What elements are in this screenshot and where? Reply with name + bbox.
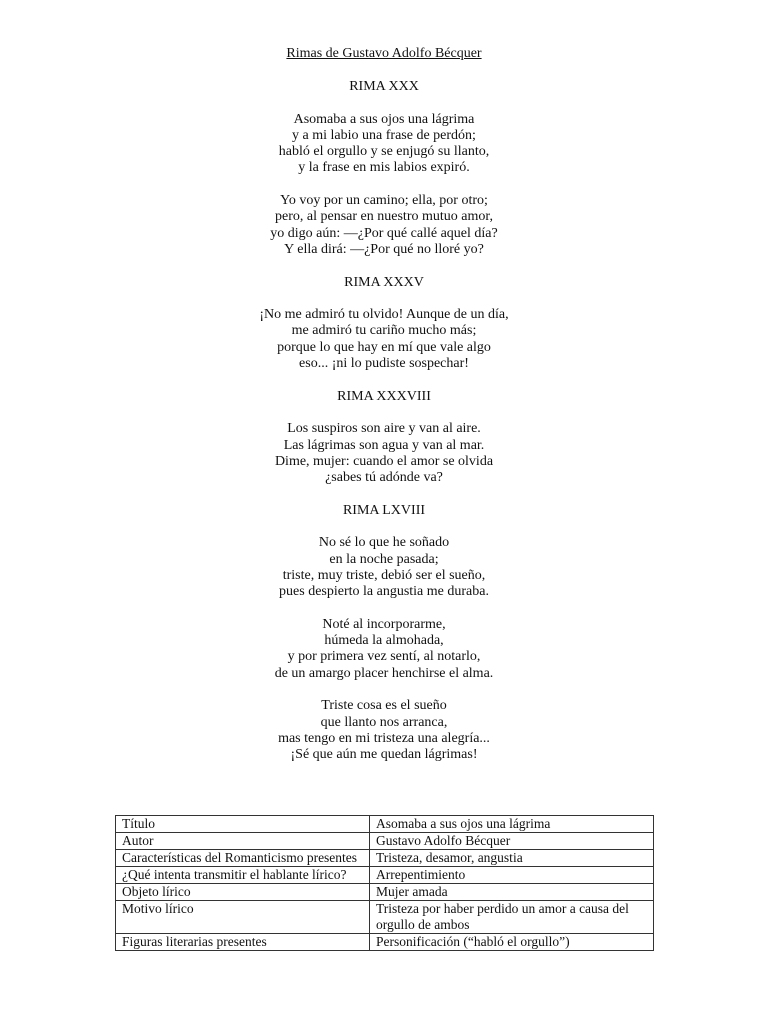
stanza <box>0 307 768 372</box>
poem-line: pues despierto la angustia me duraba. <box>279 584 489 600</box>
poem-line: Los suspiros son aire y van al aire. <box>287 421 481 437</box>
poem-line: habló el orgullo y se enjugó su llanto, <box>278 144 490 160</box>
stanza <box>0 617 768 682</box>
table-row <box>116 934 654 951</box>
poem-line: pero, al pensar en nuestro mutuo amor, <box>275 209 493 225</box>
poem-line: de un amargo placer henchirse el alma. <box>274 665 494 681</box>
poem-line: en la noche pasada; <box>329 551 439 567</box>
row-value: Arrepentimiento <box>370 867 654 884</box>
stanza <box>0 698 768 763</box>
poem-line: y a mi labio una frase de perdón; <box>292 127 476 143</box>
row-label: Características del Romanticismo presentes <box>116 850 370 867</box>
table-row <box>116 816 654 833</box>
poem-line: que llanto nos arranca, <box>320 714 448 730</box>
stanza <box>0 112 768 177</box>
poem-line: ¡No me admiró tu olvido! Aunque de un día, <box>259 307 509 323</box>
table-row <box>116 833 654 850</box>
poem-line: Asomaba a sus ojos una lágrima <box>293 111 475 127</box>
poem-line: húmeda la almohada, <box>324 633 444 649</box>
row-value: Gustavo Adolfo Bécquer <box>370 833 654 850</box>
stanza <box>0 193 768 258</box>
row-label: Autor <box>116 833 370 850</box>
stanza <box>0 535 768 600</box>
rima-heading: RIMA XXX <box>349 79 419 94</box>
row-label: Título <box>116 816 370 833</box>
row-label: Figuras literarias presentes <box>116 934 370 951</box>
row-value: Mujer amada <box>370 884 654 901</box>
poem-line: me admiró tu cariño mucho más; <box>291 323 477 339</box>
row-label: Motivo lírico <box>116 901 370 934</box>
poem-line: Yo voy por un camino; ella, por otro; <box>280 193 488 209</box>
poem-line: ¿sabes tú adónde va? <box>325 470 443 486</box>
poem-line: porque lo que hay en mí que vale algo <box>277 339 491 355</box>
table-row <box>116 884 654 901</box>
rima-heading: RIMA LXVIII <box>342 502 426 518</box>
poem-line: mas tengo en mi tristeza una alegría... <box>278 730 490 746</box>
poem-line: ¡Sé que aún me quedan lágrimas! <box>290 747 478 763</box>
poem-line: eso... ¡ni lo pudiste sospechar! <box>299 356 469 372</box>
rima-heading: RIMA XXXV <box>344 274 424 290</box>
row-value: Tristeza por haber perdido un amor a causa del orgullo de ambos <box>370 901 654 934</box>
row-value: Personificación (“habló el orgullo”) <box>370 934 654 951</box>
rima-heading: RIMA XXXVIII <box>337 388 431 404</box>
poem-line: Las lágrimas son agua y van al mar. <box>283 437 485 453</box>
poem-line: y la frase en mis labios expiró. <box>298 160 470 176</box>
document-title: Rimas de Gustavo Adolfo Bécquer <box>286 46 482 61</box>
row-label: ¿Qué intenta transmitir el hablante lírico? <box>116 867 370 884</box>
poem-line: Y ella dirá: —¿Por qué no lloré yo? <box>284 241 484 257</box>
table-row <box>116 901 654 934</box>
table-row <box>116 867 654 884</box>
poem-line: Dime, mujer: cuando el amor se olvida <box>274 453 494 469</box>
poem-line: No sé lo que he soñado <box>318 535 450 551</box>
row-label: Objeto lírico <box>116 884 370 901</box>
poem-line: yo digo aún: —¿Por qué callé aquel día? <box>270 225 498 241</box>
poem-line: y por primera vez sentí, al notarlo, <box>287 649 481 665</box>
stanza <box>0 421 768 486</box>
row-value: Asomaba a sus ojos una lágrima <box>370 816 654 833</box>
analysis-table <box>115 815 654 951</box>
table-row <box>116 850 654 867</box>
poems-section <box>0 79 768 763</box>
poem-line: Noté al incorporarme, <box>322 616 446 632</box>
row-value: Tristeza, desamor, angustia <box>370 850 654 867</box>
poem-line: triste, muy triste, debió ser el sueño, <box>282 567 486 583</box>
poem-line: Triste cosa es el sueño <box>321 698 447 714</box>
